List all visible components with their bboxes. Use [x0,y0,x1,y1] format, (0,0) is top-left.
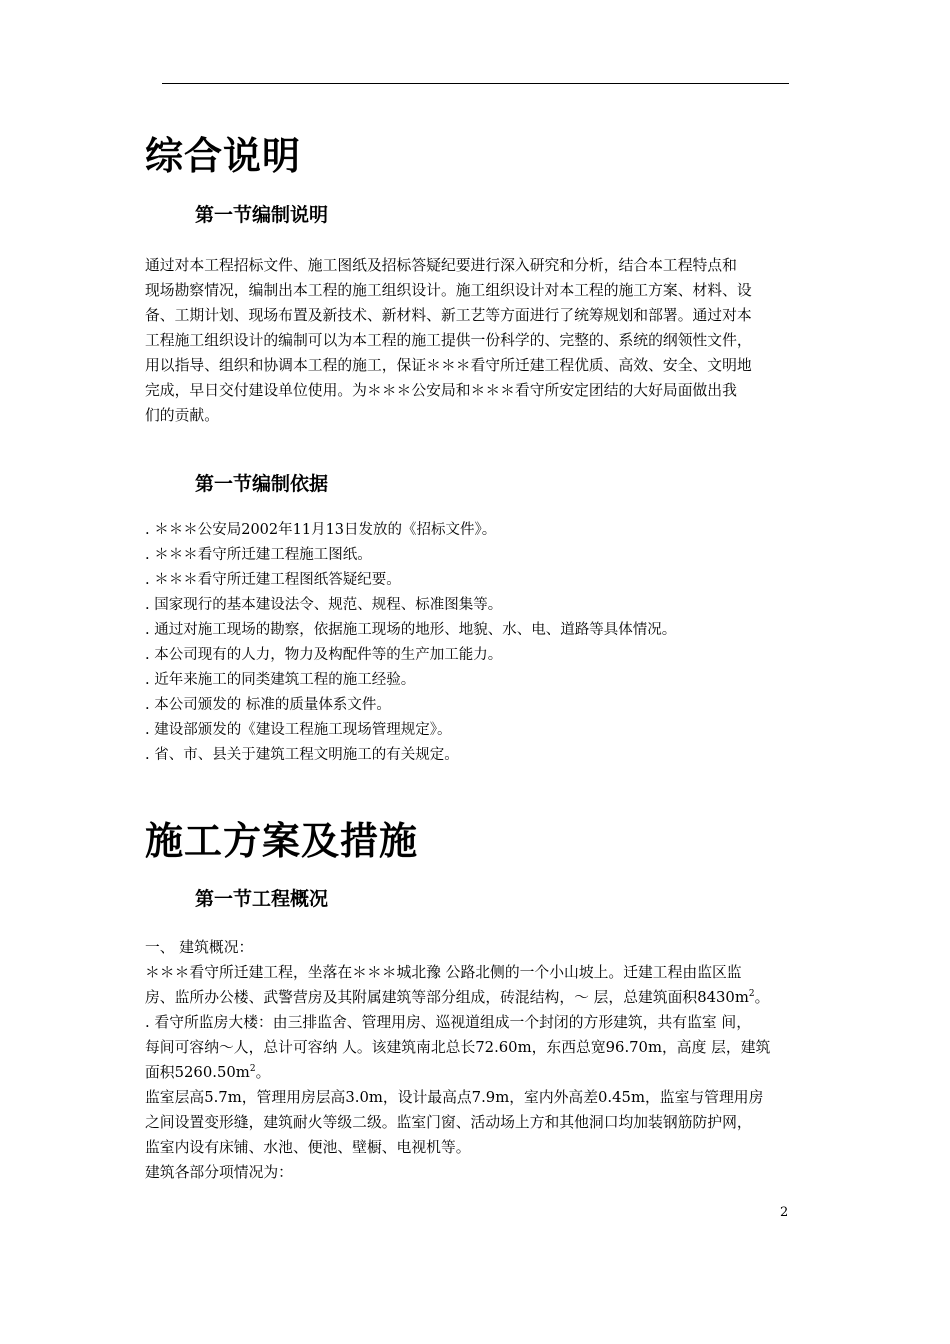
heading-construction-plan: 施工方案及措施 [145,819,419,863]
text-line: 建筑各部分项情况为： [145,1164,293,1181]
text-line: 现场勘察情况，编制出本工程的施工组织设计。施工组织设计对本工程的施工方案、材料、设 [145,282,752,299]
list-item: . 本公司现有的人力，物力及构配件等的生产加工能力。 [145,647,503,663]
list-item: . 建设部颁发的《建设工程施工现场管理规定》。 [145,722,452,738]
list-item: . 国家现行的基本建设法令、规范、规程、标准图集等。 [145,597,503,613]
text-line: 通过对本工程招标文件、施工图纸及招标答疑纪要进行深入研究和分析，结合本工程特点和 [145,257,737,274]
text-line: 监室内设有床铺、水池、便池、壁橱、电视机等。 [145,1139,471,1156]
text-line [145,1060,810,1085]
text-segment: 面积5260.50m [145,1064,250,1081]
list-item: . 近年来施工的同类建筑工程的施工经验。 [145,672,416,688]
heading-compilation-notes: 第一节编制说明 [195,204,329,226]
text-line: 之间设置变形缝，建筑耐火等级二级。监室门窗、活动场上方和其他洞口均加装钢筋防护网， [145,1114,752,1131]
heading-general-description: 综合说明 [145,134,302,178]
text-line: 们的贡献。 [145,407,219,424]
text-segment: 。 [754,989,770,1006]
page-number: 2 [780,1205,789,1220]
superscript: 2 [249,1064,256,1075]
text-line: 完成，早日交付建设单位使用。为＊＊＊公安局和＊＊＊看守所安定团结的大好局面做出我 [145,382,737,399]
text-line: 一、 建筑概况： [145,939,254,956]
text-segment: 。 [255,1064,271,1081]
text-line: 工程施工组织设计的编制可以为本工程的施工提供一份科学的、完整的、系统的纲领性文件， [145,332,752,349]
list-item: . 本公司颁发的 标准的质量体系文件。 [145,697,391,713]
text-line: 每间可容纳～人，总计可容纳 人。该建筑南北总长72.60m，东西总宽96.70m，高度 层，建筑 [145,1039,771,1056]
text-line: 备、工期计划、现场布置及新技术、新材料、新工艺等方面进行了统筹规划和部署。通过对本 [145,307,752,324]
text-line: 监室层高5.7m，管理用房层高3.0m，设计最高点7.9m，室内外高差0.45m，监室与管理用房 [145,1089,764,1106]
compilation-basis-list [145,518,810,768]
text-line: . 看守所监房大楼：由三排监舍、管理用房、巡视道组成一个封闭的方形建筑，共有监室 间， [145,1014,751,1031]
text-line: ＊＊＊看守所迁建工程，坐落在＊＊＊城北豫 公路北侧的一个小山坡上。迁建工程由监区监 [145,964,742,981]
list-item: . ＊＊＊看守所迁建工程图纸答疑纪要。 [145,572,401,588]
compilation-notes-paragraph [145,253,810,428]
text-line: 用以指导、组织和协调本工程的施工，保证＊＊＊看守所迁建工程优质、高效、安全、文明地 [145,357,752,374]
heading-compilation-basis: 第一节编制依据 [195,473,329,495]
list-item: . 省、市、县关于建筑工程文明施工的有关规定。 [145,747,459,763]
text-line [145,985,810,1010]
superscript: 2 [748,989,755,1000]
header-rule [162,83,789,84]
list-item: . ＊＊＊公安局2002年11月13日发放的《招标文件》。 [145,522,497,538]
heading-project-overview: 第一节工程概况 [195,888,329,910]
list-item: . ＊＊＊看守所迁建工程施工图纸。 [145,547,372,563]
project-overview-paragraph [145,935,810,1185]
text-segment: 房、监所办公楼、武警营房及其附属建筑等部分组成，砖混结构，～ 层，总建筑面积8430m [145,989,749,1006]
list-item: . 通过对施工现场的勘察，依据施工现场的地形、地貌、水、电、道路等具体情况。 [145,622,677,638]
